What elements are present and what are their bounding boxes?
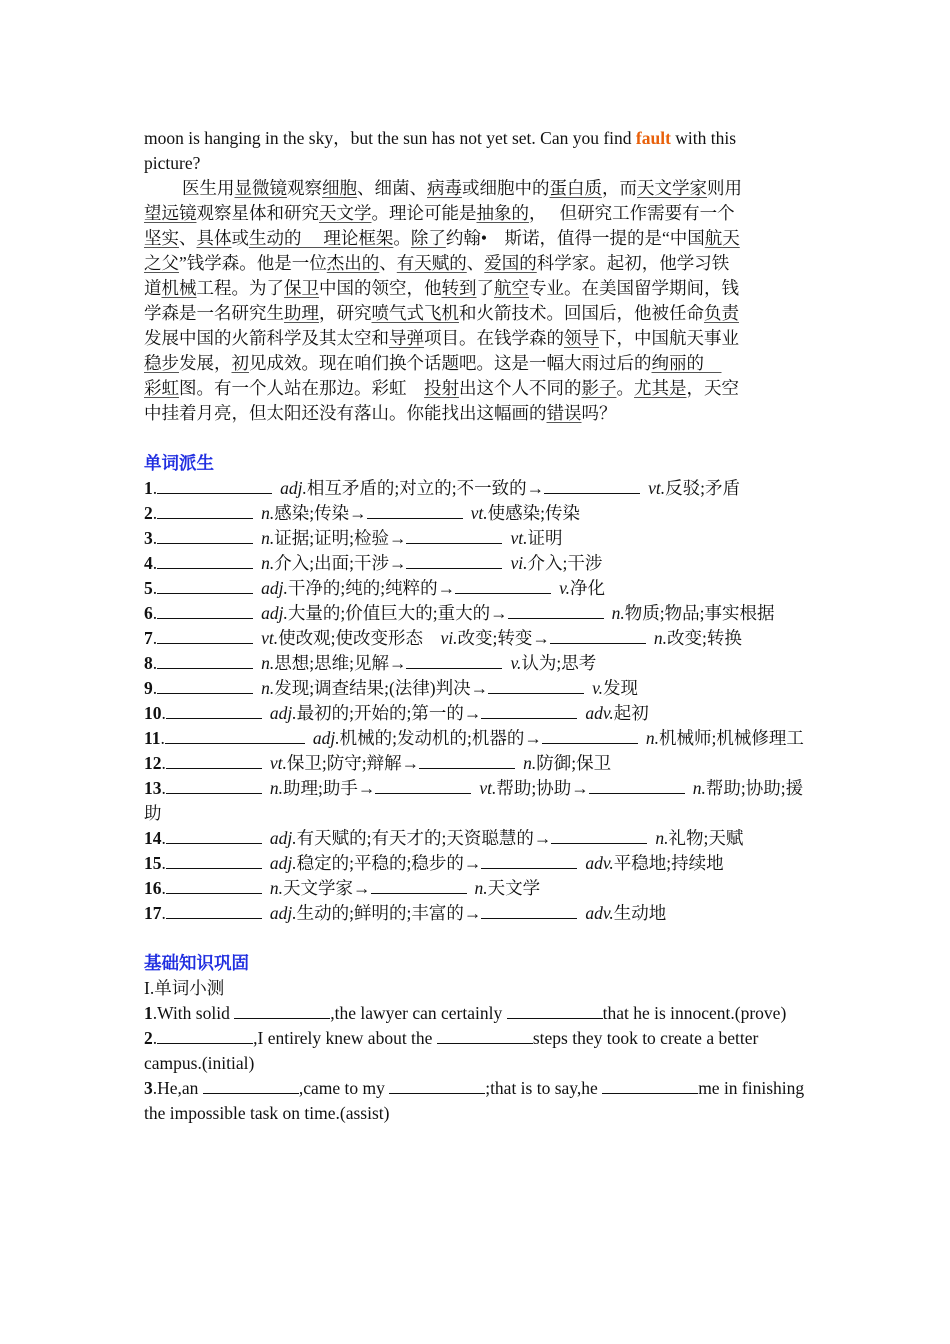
text-segment: 观察星体和研究 xyxy=(196,203,319,223)
part-of-speech: adj. xyxy=(269,703,297,723)
answer-blank[interactable] xyxy=(551,826,647,844)
definition: 净化 xyxy=(569,578,605,598)
definition: 防御;保卫 xyxy=(536,753,612,773)
answer-blank[interactable] xyxy=(165,726,305,744)
definition: 有天赋的;有天才的;天资聪慧的→ xyxy=(296,828,552,848)
item-number: 4 xyxy=(144,553,153,573)
definition: 机械的;发动机的;机器的→ xyxy=(339,728,542,748)
definition: 帮助;协助→ xyxy=(496,778,589,798)
text-line xyxy=(144,351,810,376)
english-paragraph xyxy=(144,126,810,176)
part-of-speech: n. xyxy=(261,653,275,673)
answer-blank[interactable] xyxy=(157,551,253,569)
definition: 介入;干涉 xyxy=(527,553,603,573)
underlined-term: 导弹 xyxy=(389,328,424,348)
text-line xyxy=(144,151,810,176)
exercise-item: 3.He,an ,came to my ;that is to say,he me in finishing the impossible task on time.(assist) xyxy=(144,1078,805,1123)
underlined-term: 错误 xyxy=(546,403,582,423)
text-segment: 了 xyxy=(476,278,494,298)
item-number: 9 xyxy=(144,678,153,698)
text-segment: with this xyxy=(670,128,737,148)
derivation-item: 2. n.感染;传染→ vt.使感染;传染 xyxy=(144,503,581,523)
exercise-text: me in finishing the impossible task on time.(assist) xyxy=(144,1078,805,1123)
text-segment: 观察 xyxy=(287,178,322,198)
definition: 起初 xyxy=(613,703,649,723)
item-number: 2 xyxy=(144,1028,153,1048)
definition: 证明 xyxy=(527,528,563,548)
underlined-term: 抽象的 xyxy=(476,203,529,223)
text-segment: moon is hanging in the sky，but the sun has not yet set. Can you find xyxy=(144,128,636,148)
text-line xyxy=(144,126,810,151)
underlined-term: 生动的 理论框架 xyxy=(249,228,394,248)
text-segment: ， 但研究工作需要有一个 xyxy=(529,203,735,223)
answer-blank[interactable] xyxy=(481,851,577,869)
text-segment: picture? xyxy=(144,153,201,173)
underlined-term: 显微镜 xyxy=(234,178,287,198)
part-of-speech: adv. xyxy=(585,703,614,723)
item-number: 13 xyxy=(144,778,162,798)
item-number: 3 xyxy=(144,1078,153,1098)
part-of-speech: n. xyxy=(261,553,275,573)
text-segment: 工程。为了 xyxy=(196,278,284,298)
derivation-list xyxy=(144,476,810,926)
answer-blank[interactable] xyxy=(419,751,515,769)
answer-blank[interactable] xyxy=(589,776,685,794)
part-of-speech: n. xyxy=(692,778,706,798)
item-number: 16 xyxy=(144,878,162,898)
answer-blank[interactable] xyxy=(455,576,551,594)
exercise-text: ,came to my xyxy=(298,1078,390,1098)
part-of-speech: n. xyxy=(269,878,283,898)
text-segment: 发展， xyxy=(179,353,232,373)
underlined-term: 航空 xyxy=(494,278,529,298)
part-of-speech: n. xyxy=(261,678,275,698)
text-segment: 。 xyxy=(616,378,634,398)
item-number: 11 xyxy=(144,728,161,748)
underlined-term: 负责 xyxy=(704,303,739,323)
definition: 使感染;传染 xyxy=(487,503,581,523)
answer-blank[interactable] xyxy=(508,601,604,619)
item-number: 10 xyxy=(144,703,162,723)
underlined-term: 航天 xyxy=(704,228,740,248)
exercise-text: With solid xyxy=(157,1003,235,1023)
part-of-speech: v. xyxy=(510,653,522,673)
derivation-item: 9. n.发现;调查结果;(法律)判决→ v.发现 xyxy=(144,678,638,698)
answer-blank[interactable] xyxy=(234,1001,330,1019)
chinese-paragraph xyxy=(144,176,810,426)
definition: 礼物;天赋 xyxy=(668,828,744,848)
part-of-speech: n. xyxy=(523,753,537,773)
text-line xyxy=(144,201,810,226)
part-of-speech: n. xyxy=(474,878,488,898)
answer-blank[interactable] xyxy=(367,501,463,519)
definition: 天文学家→ xyxy=(283,878,371,898)
part-of-speech: v. xyxy=(592,678,603,698)
highlighted-word: fault xyxy=(635,128,671,148)
text-segment: 。理论可能是 xyxy=(371,203,477,223)
derivation-item: 5. adj.干净的;纯的;纯粹的→ v.净化 xyxy=(144,578,605,598)
definition: 最初的;开始的;第一的→ xyxy=(296,703,482,723)
text-segment: ，而 xyxy=(602,178,637,198)
exercise-item: 2. ,I entirely knew about the steps they took to create a better campus.(initial) xyxy=(144,1028,759,1073)
definition: 证据;证明;检验→ xyxy=(274,528,407,548)
derivation-item: 3. n.证据;证明;检验→ vt.证明 xyxy=(144,528,563,548)
definition: 生动的;鲜明的;丰富的→ xyxy=(296,903,482,923)
section-heading-basics: 基础知识巩固 xyxy=(144,953,249,973)
answer-blank[interactable] xyxy=(371,876,467,894)
answer-blank[interactable] xyxy=(157,476,272,494)
underlined-term: 尤其是 xyxy=(634,378,687,398)
definition: 稳定的;平稳的;稳步的→ xyxy=(296,853,482,873)
part-of-speech: adj. xyxy=(280,478,307,498)
text-line xyxy=(144,326,810,351)
definition: 平稳地;持续地 xyxy=(613,853,724,873)
text-segment: 科学家。起初，他学习铁 xyxy=(536,253,730,273)
underlined-term: 蛋白质 xyxy=(549,178,602,198)
answer-blank[interactable] xyxy=(481,901,577,919)
derivation-item: 6. adj.大量的;价值巨大的;重大的→ n.物质;物品;事实根据 xyxy=(144,603,775,623)
definition: 机械师;机械修理工 xyxy=(659,728,804,748)
answer-blank[interactable] xyxy=(166,776,262,794)
derivation-item: 12. vt.保卫;防守;辩解→ n.防御;保卫 xyxy=(144,753,612,773)
answer-blank[interactable] xyxy=(157,501,253,519)
text-line xyxy=(144,401,810,426)
underlined-term: 细胞 xyxy=(322,178,357,198)
answer-blank[interactable] xyxy=(406,651,502,669)
exercise-text: ,the lawyer can certainly xyxy=(330,1003,507,1023)
item-number: 1 xyxy=(144,478,153,498)
text-segment: 、细菌、 xyxy=(357,178,427,198)
part-of-speech: adv. xyxy=(585,903,614,923)
answer-blank[interactable] xyxy=(157,1026,253,1044)
part-of-speech: vt. xyxy=(470,503,488,523)
item-number: 8 xyxy=(144,653,153,673)
underlined-term: 喷气式飞机 xyxy=(371,303,459,323)
part-of-speech: v. xyxy=(559,578,570,598)
answer-blank[interactable] xyxy=(406,526,502,544)
exercise-text: ;that is to say,he xyxy=(485,1078,603,1098)
text-segment: 中挂着月亮，但太阳还没有落山。你能找出这幅画的 xyxy=(144,403,547,423)
item-number: 14 xyxy=(144,828,162,848)
definition: 生动地 xyxy=(613,903,667,923)
underlined-term: 稳步 xyxy=(144,353,179,373)
answer-blank[interactable] xyxy=(481,701,577,719)
definition: 物质;物品;事实根据 xyxy=(624,603,775,623)
item-number: 2 xyxy=(144,503,153,523)
part-of-speech: adv. xyxy=(585,853,614,873)
definition: 发现 xyxy=(602,678,638,698)
underlined-term: 坚实 xyxy=(144,228,179,248)
text-line xyxy=(144,276,810,301)
underlined-term: 机械 xyxy=(161,278,197,298)
exercise-item: 1.With solid ,the lawyer can certainly that he is innocent.(prove) xyxy=(144,1003,787,1023)
text-segment: 项目。在钱学森的 xyxy=(424,328,564,348)
part-of-speech: vt. xyxy=(479,778,497,798)
part-of-speech: vt. xyxy=(269,753,287,773)
part-of-speech: n. xyxy=(645,728,660,748)
answer-blank[interactable] xyxy=(544,476,640,494)
item-number: 1 xyxy=(144,1003,153,1023)
answer-blank[interactable] xyxy=(157,601,253,619)
text-segment: 专业。在美国留学期间，钱 xyxy=(529,278,739,298)
text-segment: ，研究 xyxy=(319,303,372,323)
definition: 认为;思考 xyxy=(521,653,597,673)
answer-blank[interactable] xyxy=(550,626,646,644)
underlined-term: 转到 xyxy=(441,278,477,298)
underlined-term: 天文学 xyxy=(319,203,372,223)
underlined-term: 初 xyxy=(231,353,249,373)
underlined-term: 望远镜 xyxy=(144,203,197,223)
answer-blank[interactable] xyxy=(157,651,253,669)
derivation-item: 7. vt.使改观;使改变形态 vi.改变;转变→ n.改变;转换 xyxy=(144,628,742,648)
text-segment: 和火箭技术。回国后，他被任命 xyxy=(459,303,704,323)
text-segment: 、 xyxy=(179,228,197,248)
answer-blank[interactable] xyxy=(389,1076,485,1094)
underlined-term: 除了 xyxy=(410,228,446,248)
underlined-term: 保卫 xyxy=(284,278,319,298)
answer-blank[interactable] xyxy=(166,751,262,769)
text-segment: 吗？ xyxy=(581,403,617,423)
definition: 发现;调查结果;(法律)判决→ xyxy=(274,678,489,698)
text-segment: 道 xyxy=(144,278,162,298)
item-number: 5 xyxy=(144,578,153,598)
part-of-speech: adj. xyxy=(269,903,297,923)
text-line xyxy=(144,226,810,251)
answer-blank[interactable] xyxy=(157,676,253,694)
exercise-text: steps they took to create a better campus.(initial) xyxy=(144,1028,759,1073)
text-segment: 医生用 xyxy=(182,178,235,198)
answer-blank[interactable] xyxy=(437,1026,533,1044)
text-segment: 或细胞中的 xyxy=(462,178,550,198)
answer-blank[interactable] xyxy=(406,551,502,569)
answer-blank[interactable] xyxy=(602,1076,698,1094)
derivation-item: 11. adj.机械的;发动机的;机器的→ n.机械师;机械修理工 xyxy=(144,728,804,748)
underlined-term: 杰出的 xyxy=(326,253,380,273)
text-segment: 中国的领空，他 xyxy=(319,278,442,298)
text-segment: 或 xyxy=(231,228,249,248)
part-of-speech: vt. xyxy=(648,478,666,498)
answer-blank[interactable] xyxy=(166,876,262,894)
part-of-speech: adj. xyxy=(269,853,297,873)
underlined-term: 投射 xyxy=(424,378,459,398)
derivation-item: 8. n.思想;思维;见解→ v.认为;思考 xyxy=(144,653,597,673)
part-of-speech: n. xyxy=(653,628,668,648)
part-of-speech: adj. xyxy=(269,828,297,848)
definition: 大量的;价值巨大的;重大的→ xyxy=(287,603,508,623)
part-of-speech: vi. xyxy=(440,628,458,648)
definition: 助理;助手→ xyxy=(283,778,376,798)
underlined-term: 绚丽的 xyxy=(651,353,722,373)
answer-blank[interactable] xyxy=(166,901,262,919)
derivation-item: 15. adj.稳定的;平稳的;稳步的→ adv.平稳地;持续地 xyxy=(144,853,724,873)
part-of-speech: n. xyxy=(261,528,275,548)
item-number: 3 xyxy=(144,528,153,548)
item-number: 17 xyxy=(144,903,162,923)
part-of-speech: n. xyxy=(261,503,275,523)
answer-blank[interactable] xyxy=(166,851,262,869)
derivation-item: 10. adj.最初的;开始的;第一的→ adv.起初 xyxy=(144,703,649,723)
text-segment: ，天空 xyxy=(686,378,739,398)
derivation-item: 13. n.助理;助手→ vt.帮助;协助→ n.帮助;协助;援助 xyxy=(144,778,804,823)
definition: 反驳;矛盾 xyxy=(665,478,740,498)
item-number: 15 xyxy=(144,853,162,873)
definition: 天文学 xyxy=(487,878,541,898)
answer-blank[interactable] xyxy=(203,1076,299,1094)
text-segment: 图。有一个人站在那边。彩虹 xyxy=(179,378,424,398)
derivation-item: 17. adj.生动的;鲜明的;丰富的→ adv.生动地 xyxy=(144,903,667,923)
underlined-term: 病毒 xyxy=(427,178,462,198)
definition: 改变;转换 xyxy=(667,628,742,648)
part-of-speech: adj. xyxy=(312,728,340,748)
part-of-speech: adj. xyxy=(261,578,288,598)
derivation-item: 1. adj.相互矛盾的;对立的;不一致的→ vt.反驳;矛盾 xyxy=(144,478,740,498)
definition: 感染;传染→ xyxy=(274,503,367,523)
text-segment: 见成效。现在咱们换个话题吧。这是一幅大雨过后的 xyxy=(249,353,652,373)
underlined-term: 助理 xyxy=(284,303,319,323)
underlined-term: 之父 xyxy=(144,253,179,273)
text-segment: 约翰• 斯诺，值得一提的是“中国 xyxy=(445,228,705,248)
part-of-speech: vi. xyxy=(510,553,528,573)
derivation-item: 16. n.天文学家→ n.天文学 xyxy=(144,878,541,898)
text-line xyxy=(144,251,810,276)
definition: 使改观;使改变形态 xyxy=(278,628,441,648)
answer-blank[interactable] xyxy=(488,676,584,694)
section-heading-derivation: 单词派生 xyxy=(144,453,214,473)
definition: 思想;思维;见解→ xyxy=(274,653,407,673)
definition: 改变;转变→ xyxy=(457,628,550,648)
text-segment: 出这个人不同的 xyxy=(459,378,582,398)
text-line xyxy=(144,301,810,326)
definition: 介入;出面;干涉→ xyxy=(274,553,407,573)
answer-blank[interactable] xyxy=(542,726,638,744)
part-of-speech: vt. xyxy=(510,528,528,548)
part-of-speech: n. xyxy=(611,603,625,623)
text-line xyxy=(144,176,810,201)
underlined-term: 有天赋的 xyxy=(396,253,467,273)
definition: 相互矛盾的;对立的;不一致的→ xyxy=(306,478,545,498)
text-segment: 则用 xyxy=(707,178,742,198)
item-number: 12 xyxy=(144,753,162,773)
text-segment: 学森是一名研究生 xyxy=(144,303,284,323)
answer-blank[interactable] xyxy=(157,576,253,594)
underlined-term: 天文学家 xyxy=(637,178,707,198)
part-of-speech: vt. xyxy=(261,628,279,648)
underlined-term: 影子 xyxy=(581,378,617,398)
document-body xyxy=(144,126,810,1126)
answer-blank[interactable] xyxy=(166,701,262,719)
definition: 保卫;防守;辩解→ xyxy=(286,753,420,773)
item-number: 6 xyxy=(144,603,153,623)
underlined-term: 爱国的 xyxy=(484,253,537,273)
answer-blank[interactable] xyxy=(375,776,471,794)
answer-blank[interactable] xyxy=(507,1001,603,1019)
underlined-term: 彩虹 xyxy=(144,378,179,398)
definition: 帮助;协助;援助 xyxy=(144,778,804,823)
derivation-item: 14. adj.有天赋的;有天才的;天资聪慧的→ n.礼物;天赋 xyxy=(144,828,744,848)
answer-blank[interactable] xyxy=(157,526,253,544)
part-of-speech: adj. xyxy=(261,603,288,623)
text-segment: 发展中国的火箭科学及其太空和 xyxy=(144,328,389,348)
subheading-word-quiz: I.单词小测 xyxy=(144,978,225,998)
text-segment: ”钱学森。他是一位 xyxy=(179,253,327,273)
underlined-term: 具体 xyxy=(196,228,232,248)
item-number: 7 xyxy=(144,628,153,648)
text-segment: 、 xyxy=(466,253,485,273)
part-of-speech: n. xyxy=(269,778,283,798)
exercise-list xyxy=(144,1001,810,1126)
exercise-text: that he is innocent.(prove) xyxy=(602,1003,787,1023)
definition: 干净的;纯的;纯粹的→ xyxy=(287,578,456,598)
text-segment: 。 xyxy=(393,228,411,248)
exercise-text: He,an xyxy=(157,1078,203,1098)
text-segment: 、 xyxy=(379,253,397,273)
derivation-item: 4. n.介入;出面;干涉→ vi.介入;干涉 xyxy=(144,553,603,573)
answer-blank[interactable] xyxy=(157,626,253,644)
part-of-speech: n. xyxy=(655,828,669,848)
answer-blank[interactable] xyxy=(166,826,262,844)
text-line xyxy=(144,376,810,401)
underlined-term: 领导 xyxy=(564,328,599,348)
text-segment: 下，中国航天事业 xyxy=(599,328,739,348)
exercise-text: ,I entirely knew about the xyxy=(253,1028,437,1048)
